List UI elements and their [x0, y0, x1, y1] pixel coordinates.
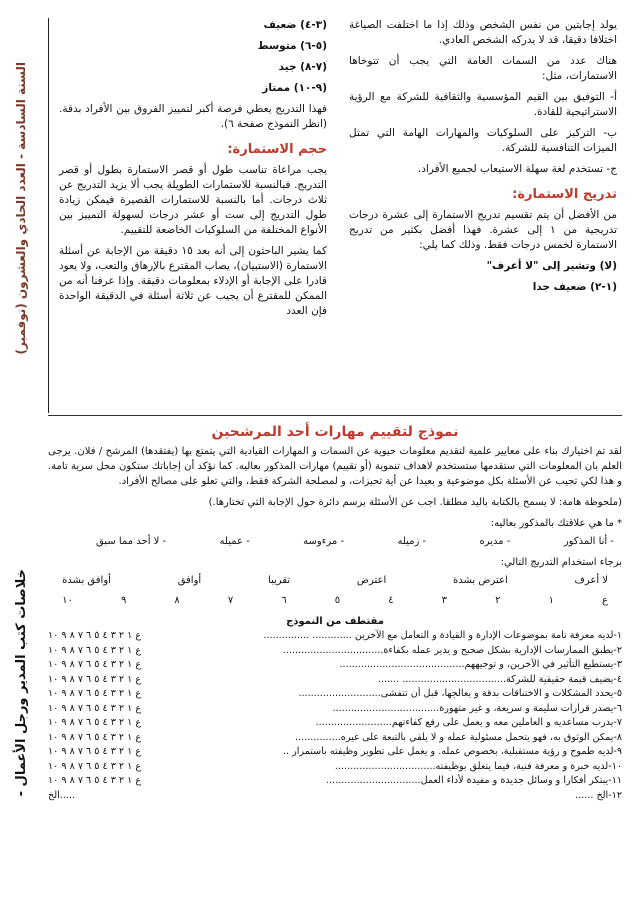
- question-row: [48, 673, 622, 688]
- answer-scale[interactable]: ع ١ ٢ ٣ ٤ ٥ ٦ ٧ ٨ ٩ ١٠: [48, 702, 142, 714]
- intro-paragraph: يولد إجابتين من نفس الشخص وذلك إذا ما اختلفت الصياغة اختلافا دقيقا، قد لا يدركه الشخص العادي.: [349, 19, 617, 46]
- feature-c: ج- تستخدم لغة سهلة الاستيعاب لجميع الأفراد.: [417, 163, 617, 175]
- relation-option[interactable]: - مرءوسه: [303, 536, 345, 547]
- relation-option[interactable]: - أنا المذكور: [563, 536, 614, 547]
- question-text: ٤-يضيف قيمة حقيقية للشركة.................................. .......: [377, 673, 622, 685]
- question-row: [48, 629, 622, 644]
- scale-label: أوافق بشدة: [62, 575, 111, 586]
- relation-question: * ما هي علاقتك بالمذكور بعاليه:: [490, 518, 622, 529]
- question-row: [48, 789, 622, 804]
- answer-scale[interactable]: ع ١ ٢ ٣ ٤ ٥ ٦ ٧ ٨ ٩ ١٠: [48, 688, 142, 699]
- grade-excellent: (٩-١٠) ممتاز: [262, 82, 327, 94]
- grading-heading: تدريج الاستمارة:: [512, 187, 617, 202]
- scale-number: ٤: [388, 595, 394, 606]
- question-text: ٣-يستطيع التأثير في الآخرين، و توجيههم.........................................: [339, 659, 622, 670]
- right-column: [349, 18, 617, 301]
- relation-option[interactable]: - لا أحد مما سبق: [96, 536, 167, 547]
- question-text: ١٠-لديه خبرة و معرفة فنية، فيما يتعلق بوظيفته.................................: [334, 760, 622, 772]
- relation-option[interactable]: - زميله: [397, 536, 427, 547]
- publication-label: خلاصات كتب المدير ورجل الأعمال -: [13, 568, 29, 797]
- answer-scale[interactable]: ع ١ ٢ ٣ ٤ ٥ ٦ ٧ ٨ ٩ ١٠: [48, 775, 142, 786]
- answer-scale[interactable]: ع ١ ٢ ٣ ٤ ٥ ٦ ٧ ٨ ٩ ١٠: [48, 659, 142, 670]
- scale-label: اعترض: [356, 575, 387, 586]
- question-row: [48, 774, 622, 789]
- feature-a: أ- التوفيق بين القيم المؤسسية والثقافية للشركة مع الرؤية الاستراتيجية للقادة.: [349, 91, 617, 118]
- form-note: (ملحوظة هامة: لا يسمح بالكتابة باليد مطلقا. اجب عن الأسئلة برسم دائرة حول الإجابة التي تختارها.): [208, 497, 622, 508]
- answer-scale[interactable]: ع ١ ٢ ٣ ٤ ٥ ٦ ٧ ٨ ٩ ١٠: [48, 760, 142, 772]
- scale-instructions: برجاء استخدام التدريج التالي:: [500, 557, 622, 568]
- article-columns: [48, 18, 623, 413]
- scale-number: ١٠: [62, 595, 73, 606]
- question-row: [48, 731, 622, 746]
- question-text: ٨-يمكن الوثوق به، فهو يتحمل مسئولية عمله و لا يلقي بالتبعة على غيره...............: [295, 731, 622, 743]
- relation-option[interactable]: - عميله: [219, 536, 250, 547]
- scale-number: ٥: [334, 595, 341, 606]
- chance-paragraph: فهذا التدريج يعطي فرصة أكبر لتمييز الفروق بين الأفراد بدقة. (انظر النموذج صفحة ٦).: [59, 103, 327, 130]
- scale-number: ٧: [227, 595, 234, 606]
- question-text: ٢-يطبق الممارسات الإدارية بشكل صحيح و يدير عمله بكفاءة.................................: [282, 644, 622, 656]
- left-column: [59, 18, 327, 325]
- features-paragraph: هناك عدد من السمات العامة التي يجب أن تتوخاها الاستمارات، مثل:: [349, 55, 617, 82]
- scale-label: اعترض بشدة: [453, 575, 508, 586]
- form-title: نموذج لتقييم مهارات أحد المرشحين: [211, 424, 459, 440]
- question-row: [48, 658, 622, 673]
- header-banner: [0, 18, 42, 398]
- grade-weak: (٣-٤) ضعيف: [263, 19, 327, 31]
- question-row: [48, 644, 622, 659]
- scale-numbers: [48, 594, 622, 608]
- question-row: [48, 687, 622, 702]
- scale-label: أوافق: [177, 575, 202, 586]
- question-text: ١-لديه معرفة تامة بموضوعات الإدارة و القيادة و التعامل مع الآخرين ............. ...............: [263, 630, 622, 641]
- grade-dontknow: (لا) وتشير إلى "لا أعرف": [486, 260, 617, 272]
- scale-number: ٨: [174, 595, 180, 606]
- scale-labels: [48, 574, 622, 588]
- question-list: [48, 629, 622, 803]
- scale-number: ٢: [495, 595, 501, 606]
- scale-label: لا أعرف: [574, 575, 608, 586]
- question-row: [48, 702, 622, 717]
- scale-number: ٩: [120, 595, 127, 606]
- scale-number: ع: [602, 595, 608, 606]
- form-intro: لقد تم اختيارك بناء على معايير علمية لتقديم معلومات حيوية عن السمات و المهارات القيادية التي يتمتع بها (يفتقدها) المرشح / فلان. يرجى العلم بان المعلومات التي ستقدمها ستستخدم لاهداف تنموية (أو تقييم) مهارات المذكور بعاليه. كما نؤكد أن إجاباتك ستكون محل سرية تامة. و هذا لكي تجيب عن الأسئلة بكل موضوعية و بعيدا عن أية تحيزات، و لمصلحة الشركة فقط، والتي تعلو على مصالح الأفراد.: [48, 446, 622, 487]
- form-sample: [48, 418, 622, 803]
- answer-scale[interactable]: ع ١ ٢ ٣ ٤ ٥ ٦ ٧ ٨ ٩ ١٠: [48, 746, 142, 757]
- answer-scale[interactable]: ع ١ ٢ ٣ ٤ ٥ ٦ ٧ ٨ ٩ ١٠: [48, 673, 142, 685]
- question-text: ٩-لديه طموح و رؤية مستقبلية، بخصوص عمله. و يعمل على تطوير وظيفته باستمرار ..: [282, 746, 622, 757]
- answer-scale[interactable]: ع ١ ٢ ٣ ٤ ٥ ٦ ٧ ٨ ٩ ١٠: [48, 731, 142, 743]
- issue-label: السنة السادسة - العدد الحادي والعشرون (نوفمبر): [14, 61, 28, 355]
- section-divider: [48, 415, 622, 416]
- relation-options: [48, 535, 622, 549]
- question-text: ٦-يصدر قرارات سليمة و سريعة، و غير متهورة...................................: [332, 702, 622, 714]
- answer-scale[interactable]: ع ١ ٢ ٣ ٤ ٥ ٦ ٧ ٨ ٩ ١٠: [48, 644, 142, 656]
- size-heading: حجم الاستمارة:: [227, 142, 327, 157]
- grade-very-weak: (١-٢) ضعيف جدا: [532, 281, 617, 293]
- answer-scale[interactable]: ع ١ ٢ ٣ ٤ ٥ ٦ ٧ ٨ ٩ ١٠: [48, 717, 142, 728]
- scale-label: تقريبا: [267, 575, 291, 586]
- scale-number: ٦: [281, 595, 287, 606]
- answer-scale[interactable]: ع ١ ٢ ٣ ٤ ٥ ٦ ٧ ٨ ٩ ١٠: [48, 630, 142, 641]
- grade-good: (٧-٨) جيد: [278, 61, 327, 73]
- question-text: ٥-يحدد المشكلات و الاختناقات بدقة و يعالجها، قبل أن تتفشى...........................: [298, 688, 622, 699]
- question-text: ١١-يبتكر أفكارا و وسائل جديدة و مفيدة لأداء العمل...............................: [326, 775, 622, 786]
- answer-scale[interactable]: الخ.....: [48, 789, 76, 801]
- grading-paragraph: من الأفضل أن يتم تقسيم تدريج الاستمارة إلى عشرة درجات تدريجية من ١ إلى عشرة. فهذا أفضل بكثير من تدريج الاستمارة لخمس درجات فقط. وذلك كما يلي:: [349, 209, 618, 251]
- feature-b: ب- التركيز على السلوكيات والمهارات الهامة التي تمثل الميزات التنافسية للشركة.: [349, 127, 617, 154]
- size-paragraph: يجب مراعاة تناسب طول أو قصر الاستمارة بطول أو قصر التدريج. فبالنسبة للاستمارات الطويلة يجب ألا يزيد التدريج عن ثلاث درجات. أما بالنسبة للاستمارات القصيرة فيمكن زيادة طول التدريج إلى ست أو عشر درجات لسهولة التمييز بين الأنواع المختلفة من السلوكيات الخاضعة للتقييم.: [59, 164, 327, 236]
- question-text: ٧-يدرب مساعديه و العاملين معه و يعمل على رفع كفاءتهم.........................: [315, 717, 622, 728]
- question-row: [48, 745, 622, 760]
- question-row: [48, 760, 622, 775]
- scale-number: ١: [548, 595, 554, 606]
- excerpt-heading: مقتطف من النموذج: [286, 616, 384, 627]
- time-paragraph: كما يشير الباحثون إلى أنه بعد ١٥ دقيقة من الإجابة عن أسئلة الاستمارة (الاستبيان)، يصاب المقترع بالإرهاق والتعب، ولا يعود قادرا على الإجابة أو الإدلاء بمعلومات دقيقة. وإذا عرفنا أنه من الممكن للمقترع أن يجيب عن ثلاثة أسئلة في الدقيقة الواحدة فإن العدد: [59, 245, 327, 317]
- grade-average: (٥-٦) متوسط: [257, 40, 327, 52]
- question-row: [48, 716, 622, 731]
- question-text: ١٢-الخ ......: [575, 789, 622, 801]
- footer-banner: [0, 470, 42, 895]
- relation-option[interactable]: - مديره: [479, 536, 511, 547]
- scale-number: ٣: [441, 595, 448, 606]
